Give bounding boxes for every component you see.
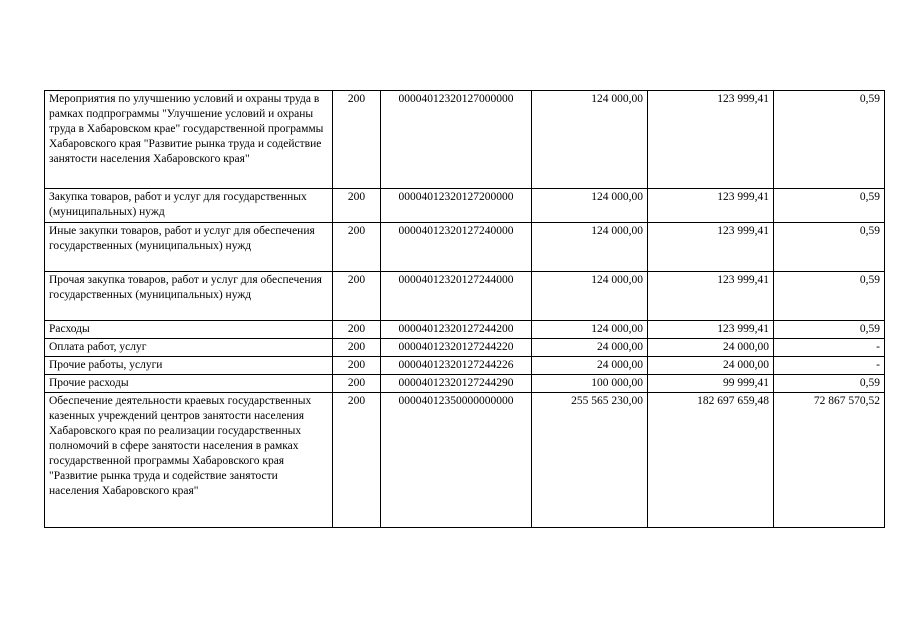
expense-name-cell: Прочие расходы bbox=[45, 375, 333, 393]
admin-code-cell: 200 bbox=[333, 91, 381, 189]
unexecuted-amount-cell: 72 867 570,52 bbox=[774, 393, 885, 528]
table-row bbox=[45, 357, 885, 375]
approved-amount-cell: 24 000,00 bbox=[532, 357, 648, 375]
executed-amount-cell: 123 999,41 bbox=[648, 91, 774, 189]
executed-amount-cell: 123 999,41 bbox=[648, 223, 774, 272]
table-body bbox=[45, 91, 885, 528]
approved-amount-cell: 24 000,00 bbox=[532, 339, 648, 357]
unexecuted-amount-cell: 0,59 bbox=[774, 321, 885, 339]
approved-amount-cell: 124 000,00 bbox=[532, 223, 648, 272]
executed-amount-cell: 123 999,41 bbox=[648, 272, 774, 321]
unexecuted-amount-cell: 0,59 bbox=[774, 272, 885, 321]
expense-name-cell: Иные закупки товаров, работ и услуг для обеспечения государственных (муниципальных) нужд bbox=[45, 223, 333, 272]
expense-name-cell: Оплата работ, услуг bbox=[45, 339, 333, 357]
admin-code-cell: 200 bbox=[333, 375, 381, 393]
executed-amount-cell: 24 000,00 bbox=[648, 357, 774, 375]
approved-amount-cell: 124 000,00 bbox=[532, 272, 648, 321]
admin-code-cell: 200 bbox=[333, 339, 381, 357]
table-row bbox=[45, 91, 885, 189]
unexecuted-amount-cell: 0,59 bbox=[774, 375, 885, 393]
admin-code-cell: 200 bbox=[333, 393, 381, 528]
classification-code-cell: 00004012320127244000 bbox=[381, 272, 532, 321]
classification-code-cell: 00004012320127244220 bbox=[381, 339, 532, 357]
approved-amount-cell: 255 565 230,00 bbox=[532, 393, 648, 528]
executed-amount-cell: 24 000,00 bbox=[648, 339, 774, 357]
expense-name-cell: Прочая закупка товаров, работ и услуг для обеспечения государственных (муниципальных) нужд bbox=[45, 272, 333, 321]
expense-name-cell: Обеспечение деятельности краевых государственных казенных учреждений центров занятости населения Хабаровского края по реализации государственных полномочий в сфере занятости населения в рамках государственной программы Хабаровского края "Развитие рынка труда и содействие занятости населения Хабаровского края" bbox=[45, 393, 333, 528]
table-row bbox=[45, 223, 885, 272]
admin-code-cell: 200 bbox=[333, 321, 381, 339]
table-row bbox=[45, 272, 885, 321]
executed-amount-cell: 99 999,41 bbox=[648, 375, 774, 393]
table-row bbox=[45, 339, 885, 357]
approved-amount-cell: 124 000,00 bbox=[532, 91, 648, 189]
classification-code-cell: 00004012320127244290 bbox=[381, 375, 532, 393]
classification-code-cell: 00004012320127240000 bbox=[381, 223, 532, 272]
admin-code-cell: 200 bbox=[333, 272, 381, 321]
expense-name-cell: Расходы bbox=[45, 321, 333, 339]
expense-name-cell: Закупка товаров, работ и услуг для государственных (муниципальных) нужд bbox=[45, 189, 333, 223]
executed-amount-cell: 123 999,41 bbox=[648, 321, 774, 339]
table-row bbox=[45, 321, 885, 339]
unexecuted-amount-cell: - bbox=[774, 339, 885, 357]
table-row bbox=[45, 189, 885, 223]
expense-name-cell: Мероприятия по улучшению условий и охраны труда в рамках подпрограммы "Улучшение условий и охраны труда в Хабаровском крае" государственной программы Хабаровского края "Развитие рынка труда и содействие занятости населения Хабаровского края" bbox=[45, 91, 333, 189]
approved-amount-cell: 124 000,00 bbox=[532, 189, 648, 223]
classification-code-cell: 00004012320127200000 bbox=[381, 189, 532, 223]
admin-code-cell: 200 bbox=[333, 189, 381, 223]
unexecuted-amount-cell: 0,59 bbox=[774, 189, 885, 223]
unexecuted-amount-cell: - bbox=[774, 357, 885, 375]
table-row bbox=[45, 375, 885, 393]
approved-amount-cell: 100 000,00 bbox=[532, 375, 648, 393]
admin-code-cell: 200 bbox=[333, 357, 381, 375]
approved-amount-cell: 124 000,00 bbox=[532, 321, 648, 339]
classification-code-cell: 00004012350000000000 bbox=[381, 393, 532, 528]
executed-amount-cell: 182 697 659,48 bbox=[648, 393, 774, 528]
classification-code-cell: 00004012320127244226 bbox=[381, 357, 532, 375]
executed-amount-cell: 123 999,41 bbox=[648, 189, 774, 223]
admin-code-cell: 200 bbox=[333, 223, 381, 272]
table-row bbox=[45, 393, 885, 528]
unexecuted-amount-cell: 0,59 bbox=[774, 91, 885, 189]
budget-execution-table bbox=[44, 90, 885, 528]
expense-name-cell: Прочие работы, услуги bbox=[45, 357, 333, 375]
unexecuted-amount-cell: 0,59 bbox=[774, 223, 885, 272]
classification-code-cell: 00004012320127000000 bbox=[381, 91, 532, 189]
classification-code-cell: 00004012320127244200 bbox=[381, 321, 532, 339]
